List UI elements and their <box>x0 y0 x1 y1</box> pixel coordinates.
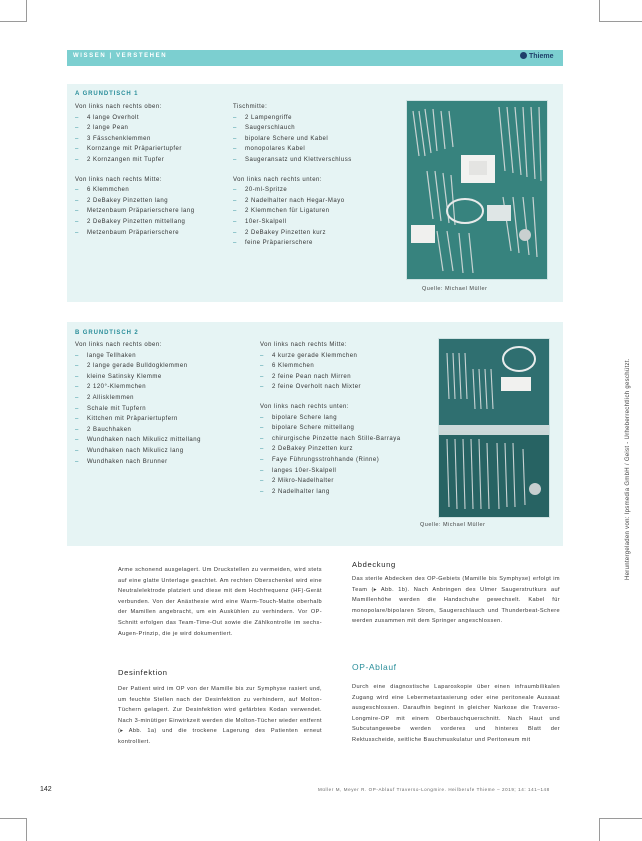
list-item: – Wundhaken nach Mikulicz lang <box>75 446 243 457</box>
instrument-list <box>233 185 401 249</box>
list-item: – 2 feine Overholt nach Mixter <box>260 382 432 393</box>
list-item: – Wundhaken nach Mikulicz mittellang <box>75 435 243 446</box>
list-item: – kleine Satinsky Klemme <box>75 372 243 383</box>
list-item: – 2 DeBakey Pinzetten kurz <box>233 228 401 239</box>
list-item: – 4 lange Overholt <box>75 113 225 124</box>
list-item: – 2 Bauchhaken <box>75 425 243 436</box>
instrument-table-photo-b <box>438 338 550 518</box>
crop-mark <box>26 0 27 22</box>
list-item: – 2 120°-Klemmchen <box>75 382 243 393</box>
list-item: – 10er-Skalpell <box>233 217 401 228</box>
section-label: WISSEN | VERSTEHEN <box>73 53 168 59</box>
list-item: – bipolare Schere und Kabel <box>233 134 401 145</box>
crop-mark <box>599 0 600 22</box>
crop-mark <box>26 818 27 841</box>
list-intro: Von links nach rechts oben: <box>75 342 162 348</box>
crop-mark <box>599 21 642 22</box>
instrument-list <box>75 113 225 166</box>
list-item: – 2 Mikro-Nadelhalter <box>260 476 432 487</box>
list-item: – 2 Nadelhalter nach Hegar-Mayo <box>233 196 401 207</box>
list-item: – 2 Nadelhalter lang <box>260 487 432 498</box>
list-item: – Saugeransatz und Klettverschluss <box>233 155 401 166</box>
list-item: – Kittchen mit Präpariertupfern <box>75 414 243 425</box>
list-item: – 3 Fässchenklemmen <box>75 134 225 145</box>
list-item: – 2 feine Pean nach Mirren <box>260 372 432 383</box>
list-intro: Von links nach rechts Mitte: <box>75 176 163 183</box>
list-intro: Von links nach rechts unten: <box>260 403 350 410</box>
list-item: – Wundhaken nach Brunner <box>75 457 243 468</box>
list-item: – 2 Klemmchen für Ligaturen <box>233 206 401 217</box>
list-item: – 6 Klemmchen <box>260 361 432 372</box>
heading-op-ablauf: OP-Ablauf <box>352 662 397 672</box>
box-b-left <box>75 340 243 467</box>
list-item: – chirurgische Pinzette nach Stille-Barraya <box>260 434 432 445</box>
list-item: – feine Präparierschere <box>233 238 401 249</box>
list-intro: Tischmitte: <box>233 104 268 110</box>
list-item: – 2 Lampengriffe <box>233 113 401 124</box>
box-b-title: B GRUNDTISCH 2 <box>75 330 139 336</box>
download-note-text: Heruntergeladen von: Ipsmedia GmbH / Geist - Urheberrechtlich geschützt. <box>625 358 631 580</box>
list-intro: Von links nach rechts Mitte: <box>260 342 348 348</box>
list-item: – 2 DeBakey Pinzetten lang <box>75 196 225 207</box>
crop-mark <box>599 818 600 841</box>
section-header-bar <box>67 50 563 66</box>
list-item: – Schale mit Tupfern <box>75 404 243 415</box>
logo-text: Thieme <box>529 53 554 60</box>
citation-footer: Müller M, Meyer R. OP-Ablauf Traverso-Longmire. Heilberufe Thieme – 2019; 14: 141–148 <box>318 787 550 792</box>
list-item: – Metzenbaum Präparierschere lang <box>75 206 225 217</box>
page-number: 142 <box>40 786 52 793</box>
logo-mark-icon <box>520 52 527 59</box>
instrument-table-photo-a <box>406 100 548 280</box>
article-left-para-1: Arme schonend ausgelagert. Um Druckstellen zu vermeiden, wird stets auf eine glatte Unterlage geachtet. Am rechten Oberschenkel wird eine Neutralelektrode platziert und diese mit dem Hochfrequenz (HF)-Gerät verbunden. Von der Anästhesie wird eine Warm-Touch-Matte oberhalb der Mamillen angebracht, um ein Auskühlen zu verhindern. Vor OP-Schnitt erfolgen das Team-Time-Out sowie die Zählkontrolle im sechs-Augen-Prinzip, die je wird dokumentiert. <box>118 567 322 637</box>
box-b-mid <box>260 340 432 497</box>
box-a-left-top <box>75 102 225 238</box>
article-right-para-2: Durch eine diagnostische Laparoskopie über einen infraumbilikalen Zugang wird eine Lebermetastasierung oder eine peritoneale Aussaat ausgeschlossen. Daraufhin beginnt in gleicher Narkose die Traverso-Longmire-OP mit einem Oberbauchquerschnitt. Nach Haut und Subcutangewebe werden vorderes und hinteres Blatt der Rektusscheide, seitliche Bauchmuskulatur und Peritoneum mit <box>352 684 560 743</box>
crop-mark <box>599 818 642 819</box>
list-item: – Saugerschlauch <box>233 123 401 134</box>
box-a-title: A GRUNDTISCH 1 <box>75 91 139 97</box>
list-item: – langes 10er-Skalpell <box>260 466 432 477</box>
box-a-mid <box>233 102 401 249</box>
heading-desinfektion: Desinfektion <box>118 668 168 677</box>
list-item: – 6 Klemmchen <box>75 185 225 196</box>
instrument-list <box>260 351 432 393</box>
instrument-list <box>260 413 432 498</box>
list-item: – 4 kurze gerade Klemmchen <box>260 351 432 362</box>
list-item: – 20-ml-Spritze <box>233 185 401 196</box>
list-item: – lange Tellhaken <box>75 351 243 362</box>
heading-abdeckung: Abdeckung <box>352 560 396 569</box>
list-item: – 2 Kornzangen mit Tupfer <box>75 155 225 166</box>
list-item: – bipolare Schere lang <box>260 413 432 424</box>
list-item: – bipolare Schere mittellang <box>260 423 432 434</box>
thieme-logo <box>520 52 554 60</box>
photo-b-caption: Quelle: Michael Müller <box>420 522 486 528</box>
download-note <box>621 290 635 580</box>
list-intro: Von links nach rechts oben: <box>75 104 162 110</box>
list-item: – 2 Allisklemmen <box>75 393 243 404</box>
list-item: – 2 DeBakey Pinzetten mittellang <box>75 217 225 228</box>
crop-mark <box>0 818 27 819</box>
list-item: – monopolares Kabel <box>233 144 401 155</box>
list-item: – 2 DeBakey Pinzetten kurz <box>260 444 432 455</box>
list-item: – Kornzange mit Präpariertupfer <box>75 144 225 155</box>
list-intro: Von links nach rechts unten: <box>233 176 323 183</box>
list-item: – 2 lange Pean <box>75 123 225 134</box>
instrument-list <box>75 185 225 238</box>
article-left-para-2: Der Patient wird im OP von der Mamille bis zur Symphyse rasiert und, um feuchte Stellen nach der Desinfektion zu verhindern, auf Molton-Tüchern gelagert. Zur Desinfektion wird gefärbtes Kodan verwendet. Nach 3-minütiger Einwirkzeit werden die Molton-Tücher wieder entfernt (▸ Abb. 1a) und die trockene Lagerung des Patienten erneut kontrolliert. <box>118 686 322 745</box>
instrument-list <box>233 113 401 166</box>
photo-a-caption: Quelle: Michael Müller <box>422 286 488 292</box>
list-item: – Faye Führungsstrohhande (Rinne) <box>260 455 432 466</box>
crop-mark <box>0 21 27 22</box>
instrument-list <box>75 351 243 468</box>
list-item: – Metzenbaum Präparierschere <box>75 228 225 239</box>
list-item: – 2 lange gerade Bulldogklemmen <box>75 361 243 372</box>
article-right-para-1: Das sterile Abdecken des OP-Gebiets (Mamille bis Symphyse) erfolgt im Team (▸ Abb. 1b). Nach Anbringen des Ulmer Saugerstrutkurs auf Mamillenhöhe werden die Handschuhe gewechselt. Kabel für monopolare/bipolaren Strom, Saugerschlauch und Thunderbeat-Schere werden zusammen mit dem Springer angeschlossen. <box>352 576 560 625</box>
